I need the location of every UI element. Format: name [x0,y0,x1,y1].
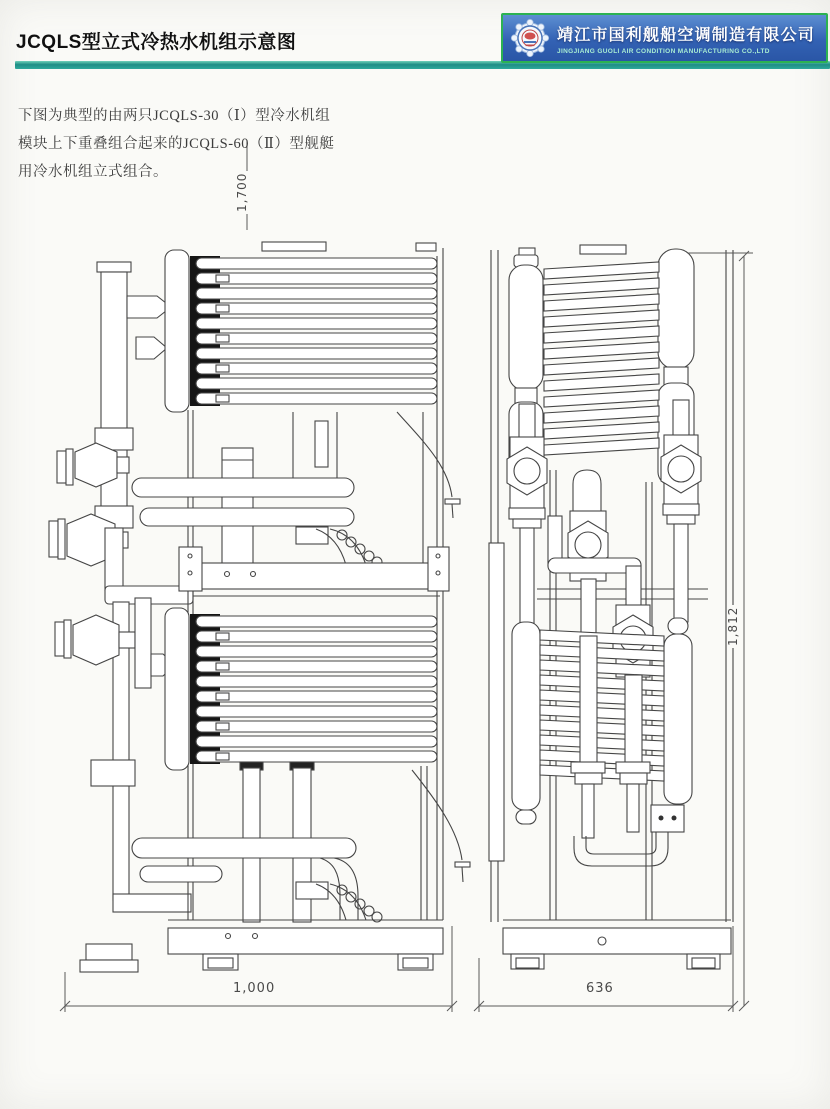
dimension-label-front-width: 1,000 [233,981,276,996]
coil-lower [512,618,692,824]
front-view [49,242,470,972]
tube-bundle-upper [165,250,437,412]
company-name-cn: 靖江市国利舰船空调制造有限公司 [557,26,816,44]
front-base [168,920,443,970]
side-view [489,245,733,969]
side-base [503,920,731,969]
front-upper-internals [132,412,460,567]
dimension-label-side-depth: 636 [586,981,614,996]
tube-bundle-lower [165,608,437,770]
description-text: 下图为典型的由两只JCQLS-30（Ⅰ）型冷水机组模块上下重叠组合起来的JCQLS-60（Ⅱ）型舰艇用冷水机组立式组合。 [18,108,335,180]
company-name-en: JINGJIANG GUOLI AIR CONDITION MANUFACTURING CO.,LTD [557,47,770,55]
dimension-label-overall-height: 1,812 [726,606,740,646]
mounting-rail [179,547,449,596]
dimension-label-upper-height: 1,700 [235,172,249,212]
page-title: JCQLS型立式冷热水机组示意图 [16,32,297,53]
